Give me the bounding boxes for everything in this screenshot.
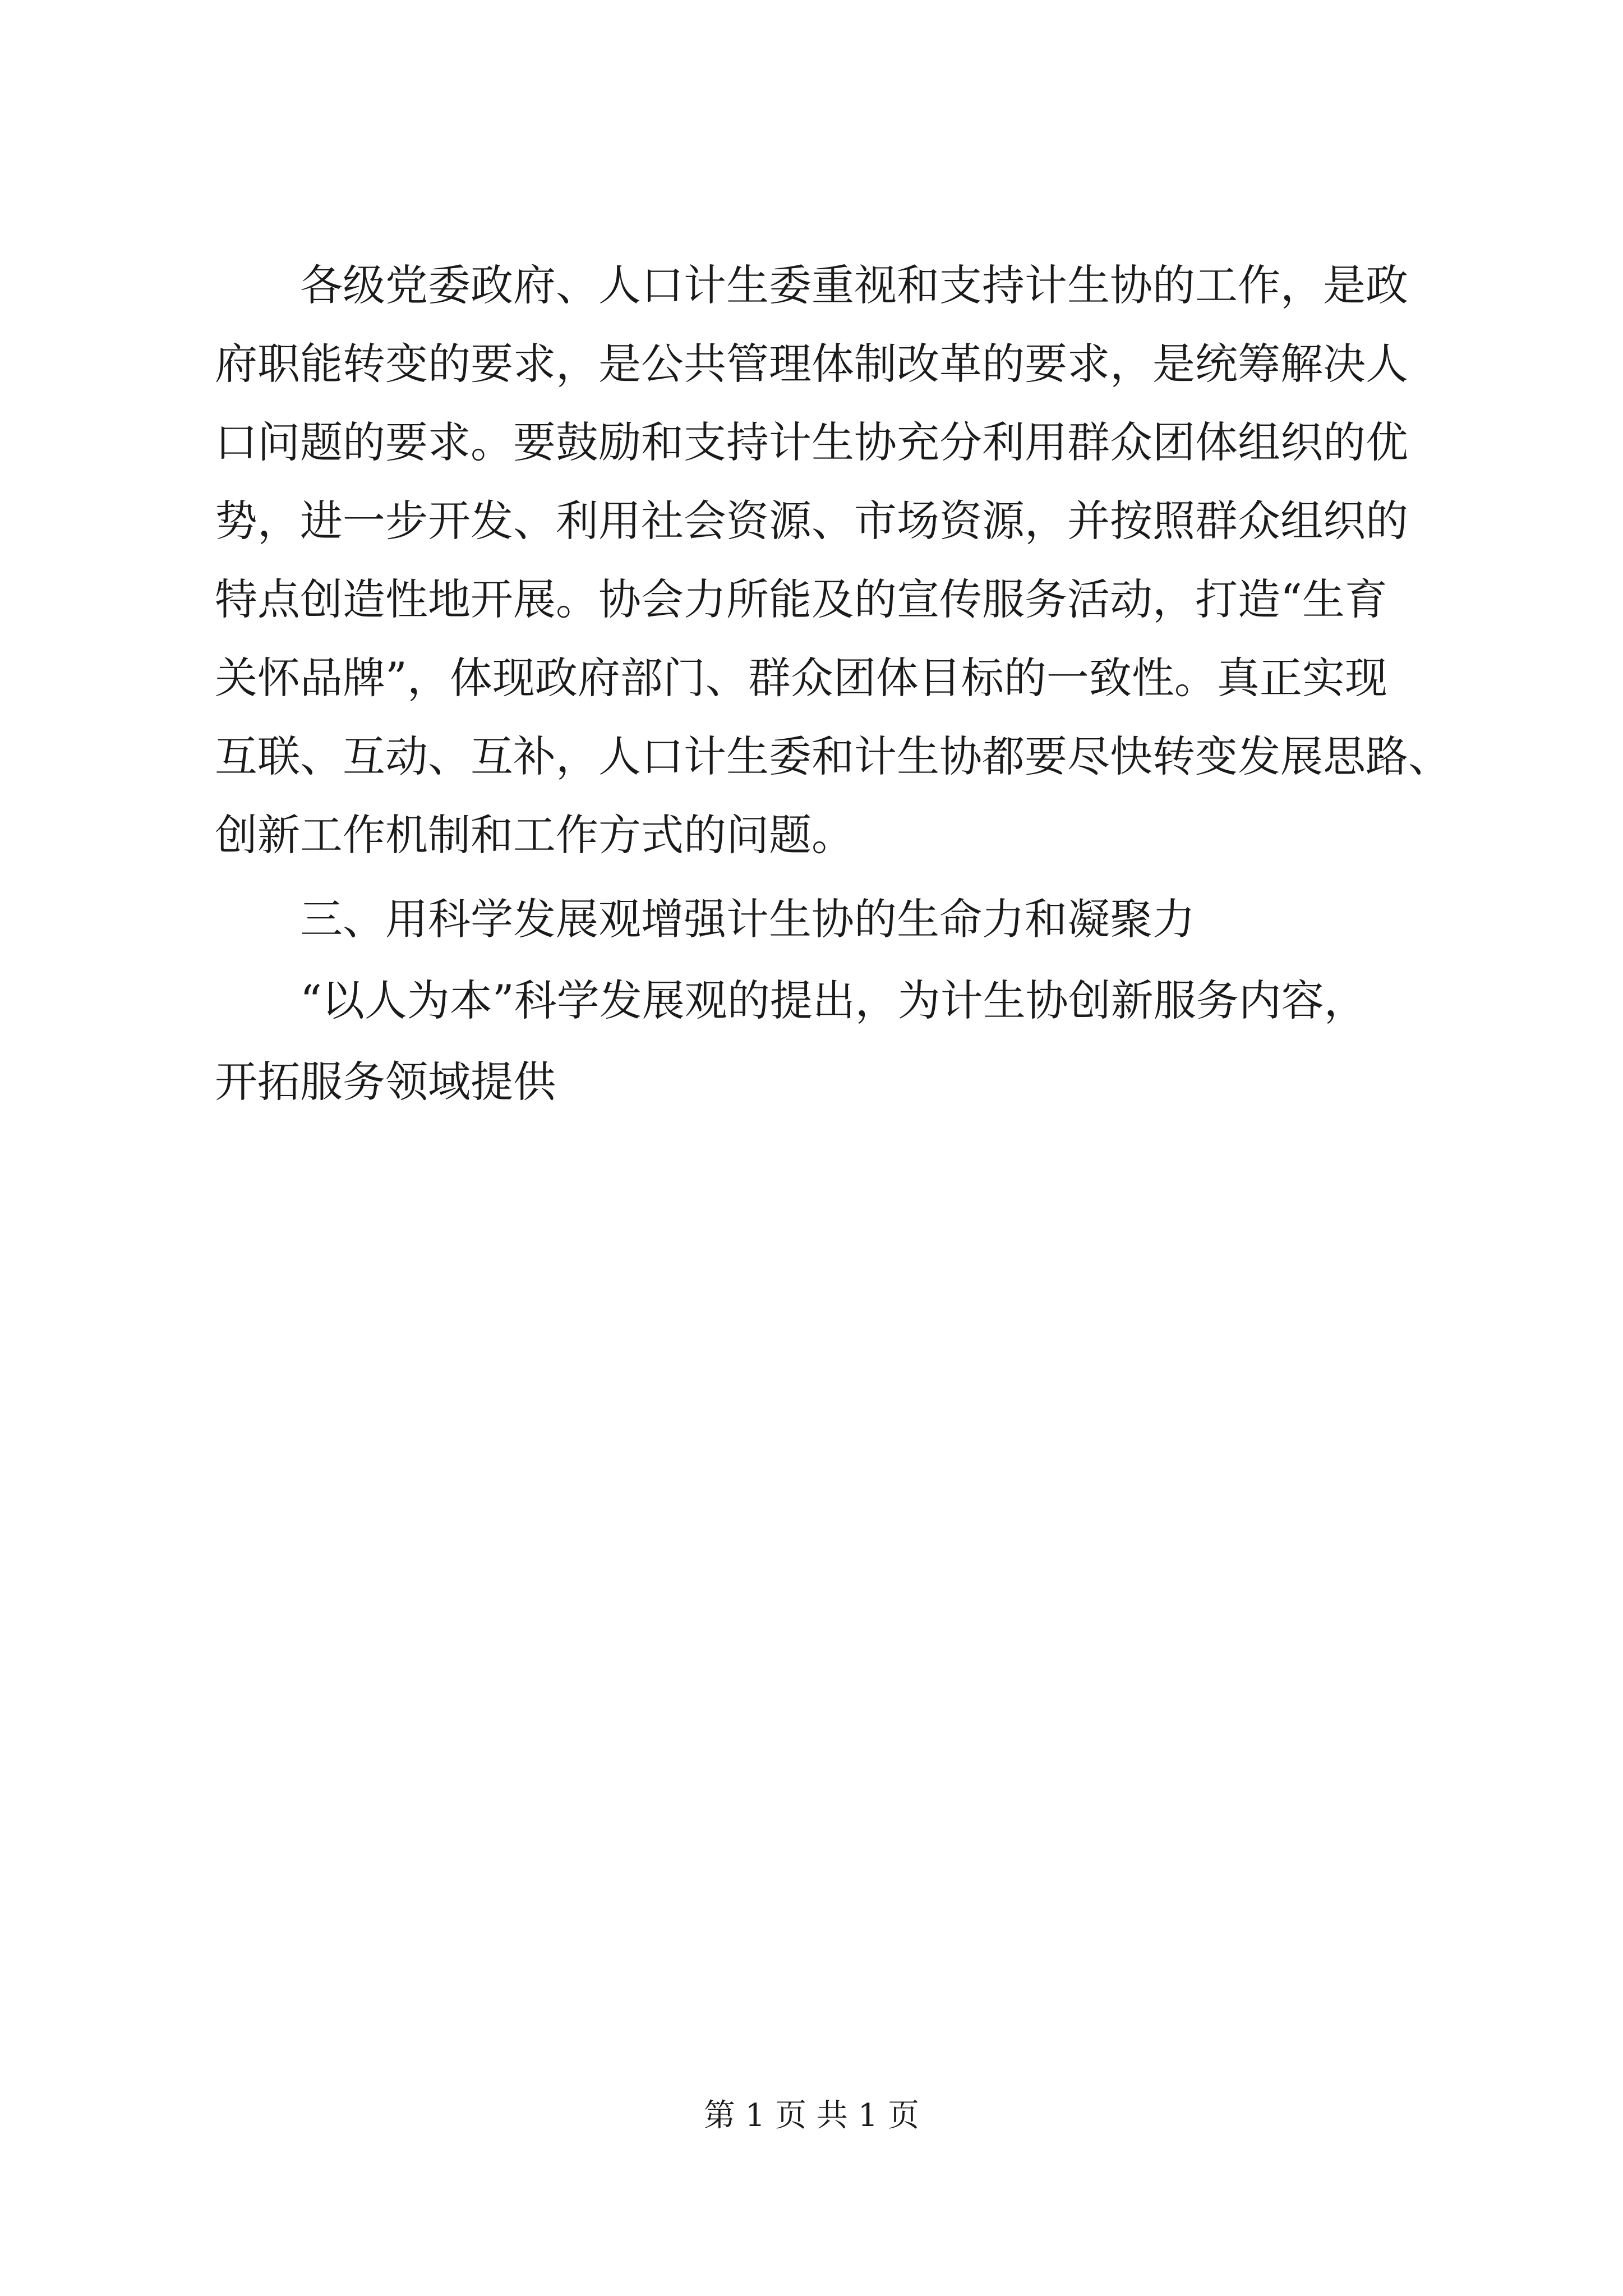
text-line: 互联、互动、互补，人口计生委和计生协都要尽快转变发展思路、 [215, 731, 1451, 781]
text-line: 特点创造性地开展。协会力所能及的宣传服务活动，打造“生育 [215, 574, 1387, 624]
text-line: 势，进一步开发、利用社会资源、市场资源，并按照群众组织的 [215, 496, 1408, 546]
section-heading: 三、用科学发展观增强计生协的生命力和凝聚力 [215, 894, 1195, 944]
text-line: 口问题的要求。要鼓励和支持计生协充分利用群众团体组织的优 [215, 417, 1408, 467]
text-line: 府职能转变的要求，是公共管理体制改革的要求，是统筹解决人 [215, 339, 1408, 389]
text-line: 各级党委政府、人口计生委重视和支持计生协的工作，是政 [215, 260, 1408, 310]
page-footer: 第 1 页 共 1 页 [703, 2097, 920, 2134]
text-line: 创新工作机制和工作方式的问题。 [215, 810, 854, 860]
text-line: “以人为本”科学发展观的提出，为计生协创新服务内容， [215, 976, 1367, 1025]
text-line: 开拓服务领域提供 [215, 1057, 556, 1107]
text-line: 关怀品牌”，体现政府部门、群众团体目标的一致性。真正实现 [215, 653, 1387, 703]
